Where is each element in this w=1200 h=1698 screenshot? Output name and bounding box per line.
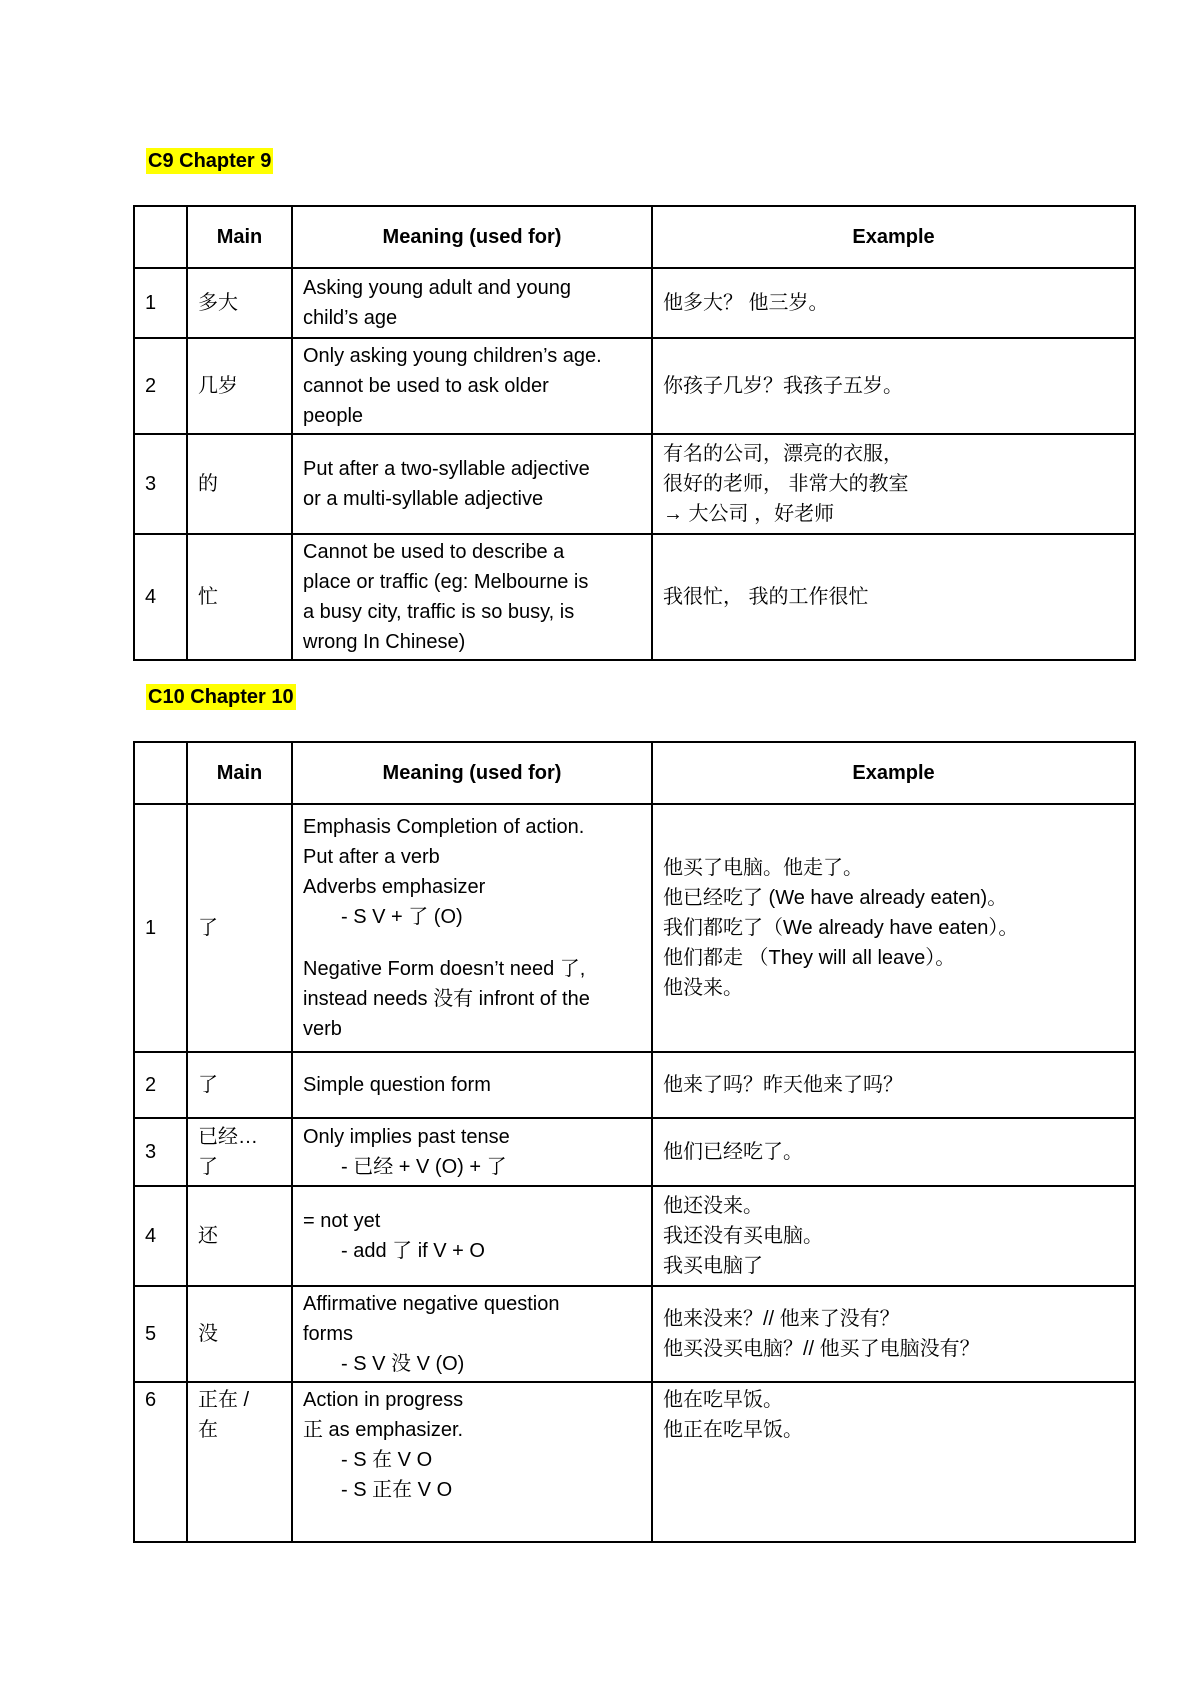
row-meaning xyxy=(292,1052,652,1118)
meaning-line: 正 as emphasizer. xyxy=(303,1419,464,1441)
example-line: 他们已经吃了。 xyxy=(663,1141,803,1163)
row-main: 多大 xyxy=(187,268,292,338)
example-line: 他买没买电脑？// 他买了电脑没有？ xyxy=(663,1338,980,1360)
row-meaning xyxy=(292,434,652,534)
row-number: 5 xyxy=(134,1286,187,1382)
meaning-line: Simple question form xyxy=(303,1074,491,1096)
meaning-line: a busy city, traffic is so busy, is xyxy=(303,601,575,623)
row-meaning xyxy=(292,1186,652,1286)
row-main: 的 xyxy=(187,434,292,534)
row-meaning xyxy=(292,1382,652,1542)
row-main: 忙 xyxy=(187,534,292,660)
meaning-line: Put after a verb xyxy=(303,846,440,868)
meaning-bullet: - S V + 了 (O) xyxy=(341,906,463,928)
table-row xyxy=(134,534,1135,660)
row-main xyxy=(187,1382,292,1542)
row-number: 4 xyxy=(134,534,187,660)
example-line: 我还没有买电脑。 xyxy=(663,1225,823,1247)
table-row xyxy=(134,434,1135,534)
table-row xyxy=(134,1052,1135,1118)
example-line: 他来了吗？昨天他来了吗？ xyxy=(663,1074,903,1096)
row-example xyxy=(652,1382,1135,1542)
table-header-row xyxy=(134,742,1135,804)
meaning-line: child’s age xyxy=(303,307,398,329)
meaning-line: forms xyxy=(303,1323,353,1345)
row-meaning xyxy=(292,804,652,1052)
header-example: Example xyxy=(652,742,1135,804)
table-row xyxy=(134,1382,1135,1542)
meaning-line: Action in progress xyxy=(303,1389,464,1411)
meaning-line: verb xyxy=(303,1018,342,1040)
row-example xyxy=(652,1118,1135,1186)
table-row xyxy=(134,1286,1135,1382)
header-num xyxy=(134,742,187,804)
example-line: 很好的老师， 非常大的教室 xyxy=(663,473,909,495)
row-number: 1 xyxy=(134,268,187,338)
meaning-bullet: - add 了 if V + O xyxy=(341,1240,485,1262)
row-example xyxy=(652,1052,1135,1118)
example-line: 他正在吃早饭。 xyxy=(663,1419,803,1441)
example-line: 他买了电脑。他走了。 xyxy=(663,857,863,879)
header-main: Main xyxy=(187,742,292,804)
row-number: 2 xyxy=(134,338,187,434)
example-line: 我们都吃了（We already have eaten）。 xyxy=(663,917,1019,939)
example-line: → 大公司 ，好老师 xyxy=(663,503,835,525)
meaning-line: Only implies past tense xyxy=(303,1126,510,1148)
meaning-line: Negative Form doesn’t need 了, xyxy=(303,958,586,980)
table-row xyxy=(134,1186,1135,1286)
meaning-line: = not yet xyxy=(303,1210,381,1232)
example-line: 他已经吃了 (We have already eaten)。 xyxy=(663,887,1008,909)
row-number: 6 xyxy=(134,1382,187,1542)
meaning-line: Asking young adult and young xyxy=(303,277,571,299)
header-meaning: Meaning (used for) xyxy=(292,206,652,268)
meaning-bullet: - S 在 V O xyxy=(341,1449,433,1471)
row-example xyxy=(652,534,1135,660)
header-example: Example xyxy=(652,206,1135,268)
example-line: 他还没来。 xyxy=(663,1195,763,1217)
main-line: 正在 / xyxy=(198,1389,250,1411)
chapter-9-table xyxy=(133,205,1136,661)
meaning-line: place or traffic (eg: Melbourne is xyxy=(303,571,589,593)
chapter-9-heading: C9 Chapter 9 xyxy=(148,150,272,172)
row-example xyxy=(652,338,1135,434)
row-meaning xyxy=(292,534,652,660)
spacer xyxy=(303,932,641,954)
meaning-line: Emphasis Completion of action. xyxy=(303,816,585,838)
example-line: 你孩子几岁？我孩子五岁。 xyxy=(663,375,903,397)
row-example xyxy=(652,1286,1135,1382)
meaning-line: Adverbs emphasizer xyxy=(303,876,486,898)
row-example xyxy=(652,804,1135,1052)
main-line: 了 xyxy=(198,1156,218,1178)
table-row xyxy=(134,804,1135,1052)
row-main: 了 xyxy=(187,804,292,1052)
chapter-10-table xyxy=(133,741,1136,1543)
row-main: 还 xyxy=(187,1186,292,1286)
row-main: 几岁 xyxy=(187,338,292,434)
meaning-bullet: - 已经 + V (O) + 了 xyxy=(341,1156,507,1178)
table-row xyxy=(134,1118,1135,1186)
meaning-line: Affirmative negative question xyxy=(303,1293,560,1315)
row-number: 2 xyxy=(134,1052,187,1118)
row-number: 3 xyxy=(134,1118,187,1186)
row-meaning xyxy=(292,268,652,338)
meaning-line: cannot be used to ask older xyxy=(303,375,549,397)
example-line: 他在吃早饭。 xyxy=(663,1389,783,1411)
main-line: 在 xyxy=(198,1419,218,1441)
row-main: 了 xyxy=(187,1052,292,1118)
row-main xyxy=(187,1118,292,1186)
example-line: 我买电脑了 xyxy=(663,1255,763,1277)
row-main: 没 xyxy=(187,1286,292,1382)
meaning-line: Only asking young children’s age. xyxy=(303,345,602,367)
table-header-row xyxy=(134,206,1135,268)
row-meaning xyxy=(292,1286,652,1382)
table-row xyxy=(134,268,1135,338)
row-example xyxy=(652,268,1135,338)
row-meaning xyxy=(292,1118,652,1186)
example-line: 他们都走 （They will all leave）。 xyxy=(663,947,956,969)
example-line: 他来没来？// 他来了没有？ xyxy=(663,1308,900,1330)
table-row xyxy=(134,338,1135,434)
meaning-line: instead needs 没有 infront of the xyxy=(303,988,590,1010)
meaning-line: people xyxy=(303,405,364,427)
example-line: 他多大？ 他三岁。 xyxy=(663,292,829,314)
row-meaning xyxy=(292,338,652,434)
example-line: 我很忙， 我的工作很忙 xyxy=(663,586,869,608)
example-line: 他没来。 xyxy=(663,977,743,999)
meaning-line: Put after a two-syllable adjective xyxy=(303,458,590,480)
main-line: 已经… xyxy=(198,1126,258,1148)
row-example xyxy=(652,434,1135,534)
chapter-10-heading: C10 Chapter 10 xyxy=(148,686,294,708)
example-line: 有名的公司，漂亮的衣服， xyxy=(663,443,903,465)
row-number: 1 xyxy=(134,804,187,1052)
meaning-bullet: - S V 没 V (O) xyxy=(341,1353,465,1375)
row-number: 4 xyxy=(134,1186,187,1286)
header-meaning: Meaning (used for) xyxy=(292,742,652,804)
meaning-line: Cannot be used to describe a xyxy=(303,541,565,563)
row-example xyxy=(652,1186,1135,1286)
meaning-bullet: - S 正在 V O xyxy=(341,1479,453,1501)
header-num xyxy=(134,206,187,268)
row-number: 3 xyxy=(134,434,187,534)
meaning-line: wrong In Chinese) xyxy=(303,631,466,653)
header-main: Main xyxy=(187,206,292,268)
meaning-line: or a multi-syllable adjective xyxy=(303,488,544,510)
